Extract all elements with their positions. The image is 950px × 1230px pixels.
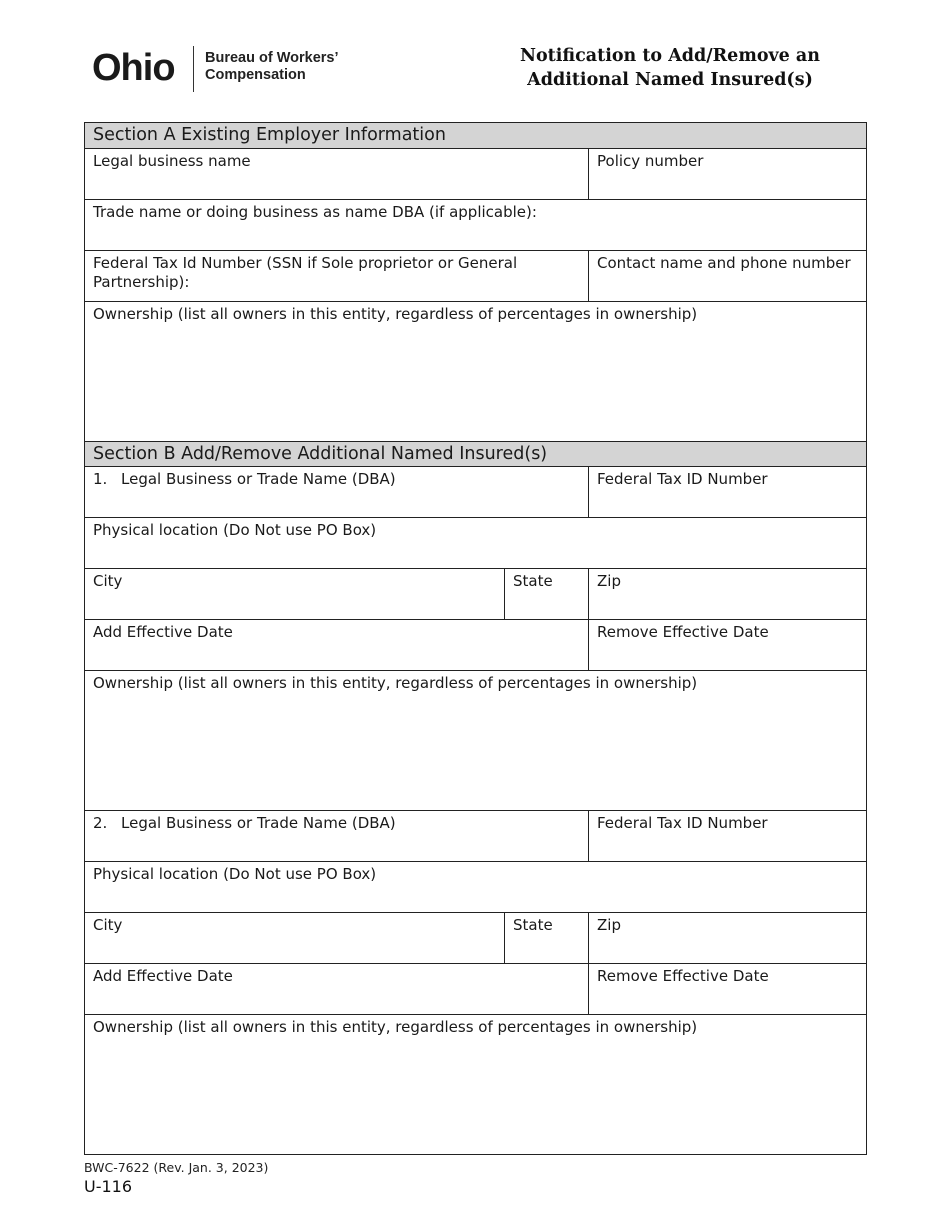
agency-name-line2: Compensation <box>205 67 306 83</box>
logo-divider <box>193 46 194 92</box>
entry2-zip-field[interactable] <box>588 913 866 963</box>
entry1-federal-tax-id-field[interactable] <box>588 467 866 517</box>
entry1-city-label: City <box>93 572 123 590</box>
form-code: BWC-7622 (Rev. Jan. 3, 2023) <box>84 1160 269 1175</box>
entry2-city-field[interactable] <box>85 913 504 963</box>
entry2-number: 2. <box>93 814 108 832</box>
entry2-ownership-label: Ownership (list all owners in this entity, regardless of percentages in ownership) <box>93 1018 698 1036</box>
policy-number-field[interactable] <box>588 149 866 199</box>
entry2-remove-date-label: Remove Effective Date <box>597 967 769 985</box>
entry2-physical-location-label: Physical location (Do Not use PO Box) <box>93 865 377 883</box>
contact-field[interactable] <box>588 251 866 301</box>
trade-name-label: Trade name or doing business as name DBA (if applicable): <box>93 203 537 221</box>
trade-name-field[interactable] <box>85 200 866 250</box>
contact-label: Contact name and phone number <box>597 254 851 272</box>
agency-name <box>205 50 339 84</box>
entry2-add-date-field[interactable] <box>85 964 588 1014</box>
policy-number-label: Policy number <box>597 152 704 170</box>
entry2-state-field[interactable] <box>504 913 588 963</box>
entry2-physical-location-field[interactable] <box>85 862 866 912</box>
entry2-city-label: City <box>93 916 123 934</box>
logo-wordmark: Ohio <box>92 47 175 89</box>
entry2-remove-date-field[interactable] <box>588 964 866 1014</box>
entry1-add-date-label: Add Effective Date <box>93 623 233 641</box>
ohio-bwc-logo <box>92 44 362 94</box>
form-title-line2: Additional Named Insured(s) <box>527 70 813 90</box>
section-a-heading: Section A Existing Employer Information <box>85 123 866 148</box>
entry1-ownership-field[interactable] <box>85 671 866 810</box>
entry1-state-field[interactable] <box>504 569 588 619</box>
ownership-field[interactable] <box>85 302 866 441</box>
entry1-remove-date-field[interactable] <box>588 620 866 670</box>
entry2-state-label: State <box>513 916 553 934</box>
form-title-line1: Notification to Add/Remove an <box>520 46 820 66</box>
section-b-heading: Section B Add/Remove Additional Named Insured(s) <box>85 441 866 466</box>
federal-tax-id-label: Federal Tax Id Number (SSN if Sole proprietor or General Partnership): <box>93 254 518 291</box>
entry1-number: 1. <box>93 470 108 488</box>
entry1-legal-name-label: Legal Business or Trade Name (DBA) <box>121 470 396 488</box>
entry1-physical-location-label: Physical location (Do Not use PO Box) <box>93 521 377 539</box>
entry1-add-date-field[interactable] <box>85 620 588 670</box>
form-title <box>470 44 870 92</box>
entry1-zip-field[interactable] <box>588 569 866 619</box>
entry2-ownership-field[interactable] <box>85 1015 866 1154</box>
entry2-federal-tax-id-label: Federal Tax ID Number <box>597 814 768 832</box>
ownership-label: Ownership (list all owners in this entity, regardless of percentages in ownership) <box>93 305 698 323</box>
entry2-zip-label: Zip <box>597 916 621 934</box>
entry1-physical-location-field[interactable] <box>85 518 866 568</box>
form-table <box>84 122 867 1155</box>
entry1-legal-name-field[interactable] <box>85 467 588 517</box>
federal-tax-id-field[interactable] <box>85 251 588 301</box>
entry1-city-field[interactable] <box>85 569 504 619</box>
entry1-zip-label: Zip <box>597 572 621 590</box>
entry2-add-date-label: Add Effective Date <box>93 967 233 985</box>
entry2-legal-name-field[interactable] <box>85 811 588 861</box>
entry1-federal-tax-id-label: Federal Tax ID Number <box>597 470 768 488</box>
legal-business-name-field[interactable] <box>85 149 588 199</box>
entry1-state-label: State <box>513 572 553 590</box>
agency-name-line1: Bureau of Workers’ <box>205 50 339 66</box>
form-id: U-116 <box>84 1177 133 1196</box>
entry1-ownership-label: Ownership (list all owners in this entity, regardless of percentages in ownership) <box>93 674 698 692</box>
entry1-remove-date-label: Remove Effective Date <box>597 623 769 641</box>
entry2-federal-tax-id-field[interactable] <box>588 811 866 861</box>
legal-business-name-label: Legal business name <box>93 152 251 170</box>
entry2-legal-name-label: Legal Business or Trade Name (DBA) <box>121 814 396 832</box>
